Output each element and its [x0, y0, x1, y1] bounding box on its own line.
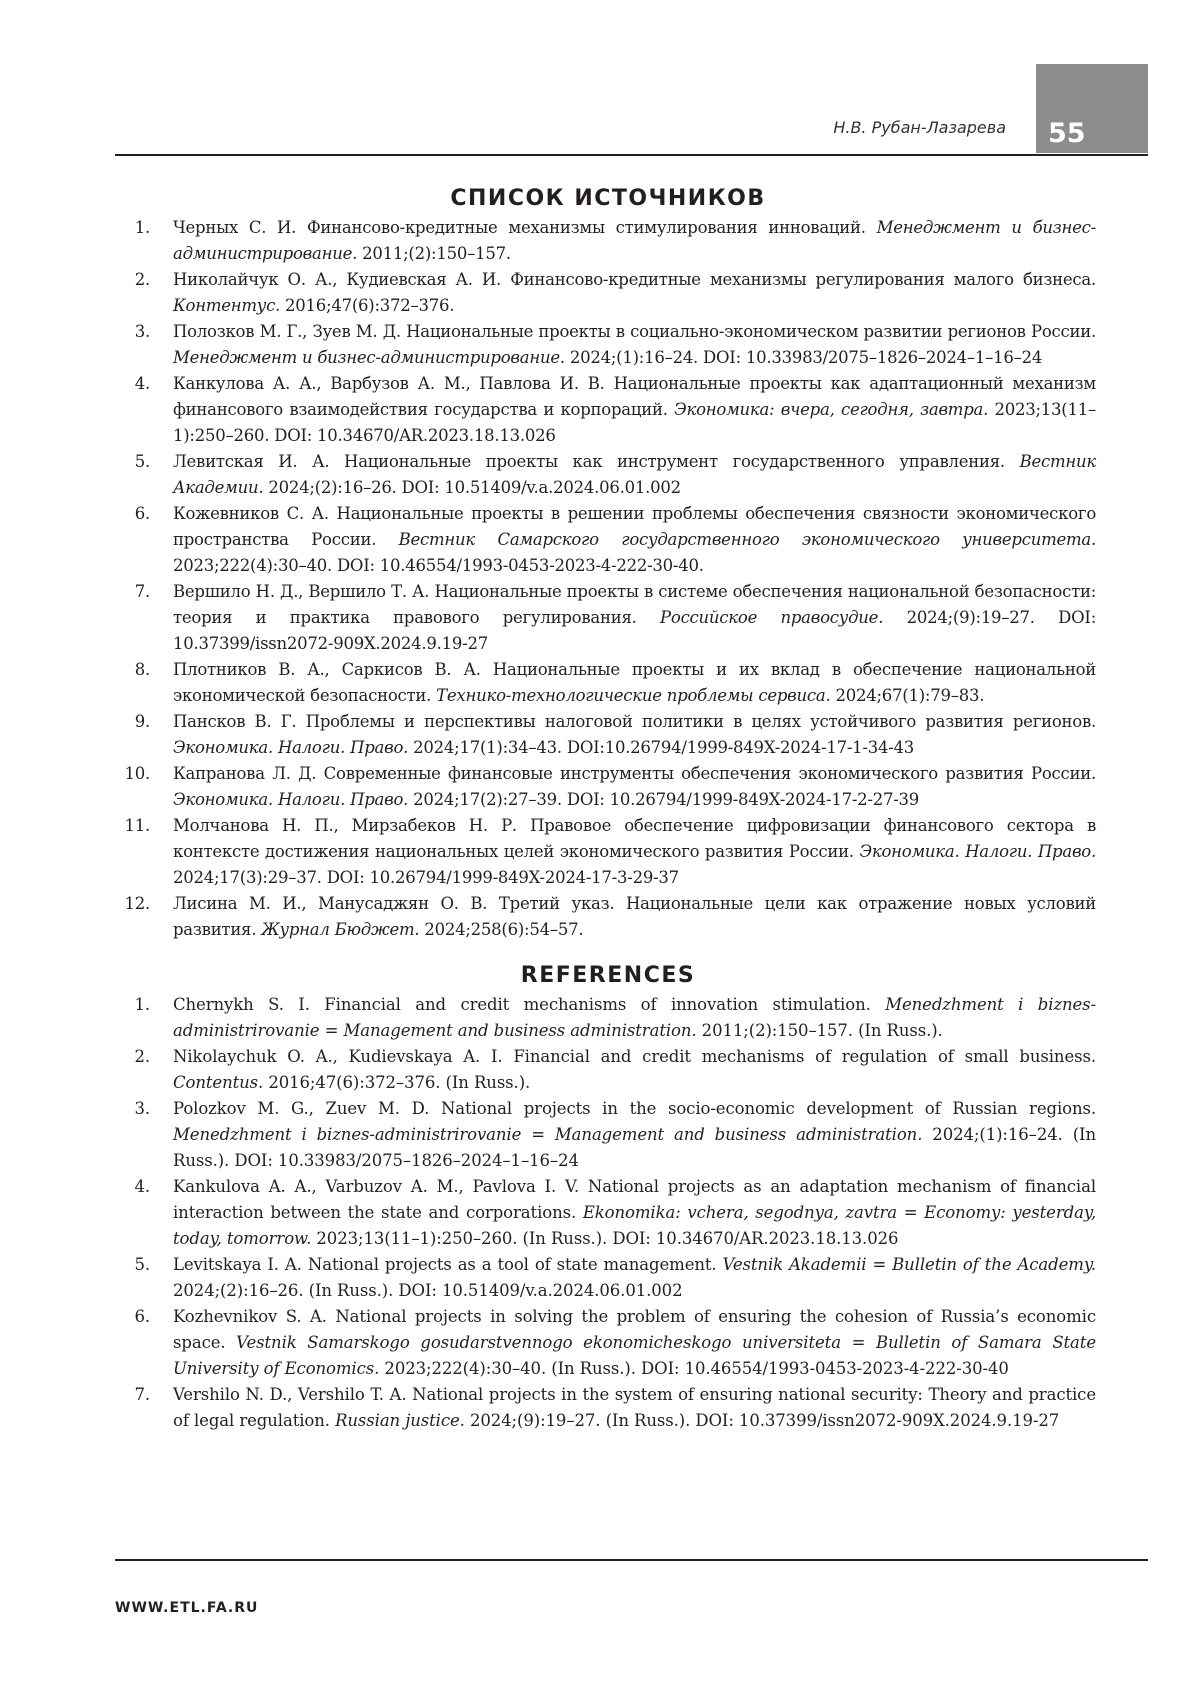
sources-title: СПИСОК ИСТОЧНИКОВ [450, 186, 766, 211]
reference-text: Канкулова А. А., Варбузов А. М., Павлова И. В. Национальные проекты как адаптационный механизм финансового взаимодействия государства и корпораций. [173, 374, 1096, 419]
reference-tail: 2023;13(11–1):250–260. (In Russ.). DOI: 10.34670/AR.2023.18.13.026 [311, 1229, 899, 1248]
reference-text: Polozkov M. G., Zuev M. D. National projects in the socio-economic development of Russian regions. [173, 1099, 1096, 1118]
reference-journal: Менеджмент и бизнес-администрирование. [173, 218, 1096, 263]
reference-item [120, 267, 1096, 319]
reference-item [120, 761, 1096, 813]
reference-text: Kankulova A. A., Varbuzov A. M., Pavlova I. V. National projects as an adaptation mechanism of financial interaction between the state and corporations. [173, 1177, 1096, 1222]
reference-item [120, 1304, 1096, 1382]
reference-journal: Экономика: вчера, сегодня, завтра. [674, 400, 989, 419]
reference-number: 3. [134, 322, 150, 341]
reference-number: 7. [134, 582, 150, 601]
reference-text: Пансков В. Г. Проблемы и перспективы налоговой политики в целях устойчивого развития регионов. [173, 712, 1096, 731]
reference-text: Молчанова Н. П., Мирзабеков Н. Р. Правовое обеспечение цифровизации финансового сектора в контексте достижения национальных целей экономического развития России. [173, 816, 1096, 861]
reference-item [120, 1252, 1096, 1304]
reference-number: 1. [134, 218, 150, 237]
reference-tail: 2024;(1):16–24. (In Russ.). DOI: 10.33983/2075–1826–2024–1–16–24 [173, 1125, 1096, 1170]
page-number: 55 [1048, 118, 1086, 149]
reference-tail: 2023;222(4):30–40. (In Russ.). DOI: 10.46554/1993-0453-2023-4-222-30-40 [379, 1359, 1009, 1378]
reference-tail: 2024;(2):16–26. (In Russ.). DOI: 10.51409/v.a.2024.06.01.002 [173, 1281, 683, 1300]
reference-item [120, 1382, 1096, 1434]
references-title: REFERENCES [520, 963, 696, 988]
reference-journal: Vestnik Akademii = Bulletin of the Academy. [722, 1255, 1096, 1274]
reference-journal: Menedzhment i biznes-administrirovanie = Management and business administration. [173, 1125, 923, 1144]
reference-number: 6. [134, 504, 150, 523]
reference-tail: 2024;17(1):34–43. DOI:10.26794/1999-849X-2024-17-1-34-43 [408, 738, 915, 757]
reference-tail: 2024;17(3):29–37. DOI: 10.26794/1999-849X-2024-17-3-29-37 [173, 868, 679, 887]
reference-tail: 2011;(2):150–157. [357, 244, 511, 263]
reference-number: 10. [124, 764, 150, 783]
reference-text: Левитская И. А. Национальные проекты как инструмент государственного управления. [173, 452, 1020, 471]
reference-journal: Russian justice. [335, 1411, 465, 1430]
reference-journal: Менеджмент и бизнес-администрирование. [173, 348, 565, 367]
reference-item [120, 657, 1096, 709]
reference-text: Капранова Л. Д. Современные финансовые инструменты обеспечения экономического развития России. [173, 764, 1096, 783]
reference-item [120, 813, 1096, 891]
reference-tail: 2023;222(4):30–40. DOI: 10.46554/1993-0453-2023-4-222-30-40. [173, 556, 704, 575]
reference-text: Nikolaychuk O. A., Kudievskaya A. I. Financial and credit mechanisms of regulation of small business. [173, 1047, 1096, 1066]
reference-tail: 2024;(2):16–26. DOI: 10.51409/v.a.2024.06.01.002 [263, 478, 681, 497]
reference-text: Лисина М. И., Манусаджян О. В. Третий указ. Национальные цели как отражение новых условий развития. [173, 894, 1096, 939]
reference-item [120, 1174, 1096, 1252]
reference-tail: 2023;13(11–1):250–260. DOI: 10.34670/AR.2023.18.13.026 [173, 400, 1096, 445]
reference-item [120, 709, 1096, 761]
reference-item [120, 891, 1096, 943]
reference-number: 12. [124, 894, 150, 913]
reference-number: 4. [134, 374, 150, 393]
reference-item [120, 992, 1096, 1044]
reference-text: Плотников В. А., Саркисов В. А. Национальные проекты и их вклад в обеспечение национальной экономической безопасности. [173, 660, 1096, 705]
reference-text: Кожевников С. А. Национальные проекты в решении проблемы обеспечения связности экономического пространства России. [173, 504, 1096, 549]
reference-tail: 2024;(9):19–27. (In Russ.). DOI: 10.37399/issn2072-909X.2024.9.19-27 [464, 1411, 1060, 1430]
reference-number: 7. [134, 1385, 150, 1404]
reference-journal: Журнал Бюджет. [261, 920, 420, 939]
reference-tail: 2024;67(1):79–83. [830, 686, 985, 705]
reference-journal: Вестник Самарского государственного экономического университета. [398, 530, 1096, 549]
reference-text: Vershilo N. D., Vershilo T. A. National projects in the system of ensuring national security: Theory and practice of legal regulation. [173, 1385, 1096, 1430]
sources-list [120, 215, 1096, 943]
reference-text: Вершило Н. Д., Вершило Т. А. Национальные проекты в системе обеспечения национальной безопасности: теория и практика правового регулирования. [173, 582, 1096, 627]
page-number-box [1036, 64, 1148, 153]
reference-journal: Экономика. Налоги. Право. [173, 738, 409, 757]
reference-item [120, 1096, 1096, 1174]
reference-number: 2. [134, 1047, 150, 1066]
reference-tail: 2016;47(6):372–376. [280, 296, 455, 315]
reference-tail: 2024;17(2):27–39. DOI: 10.26794/1999-849X-2024-17-2-27-39 [408, 790, 920, 809]
reference-journal: Вестник Академии. [173, 452, 1096, 497]
reference-text: Николайчук О. А., Кудиевская А. И. Финансово-кредитные механизмы регулирования малого бизнеса. [173, 270, 1096, 289]
page-content [120, 186, 1096, 1434]
reference-number: 9. [134, 712, 150, 731]
reference-number: 6. [134, 1307, 150, 1326]
reference-text: Полозков М. Г., Зуев М. Д. Национальные проекты в социально-экономическом развитии регионов России. [173, 322, 1096, 341]
reference-item [120, 501, 1096, 579]
reference-journal: Vestnik Samarskogo gosudarstvennogo ekonomicheskogo universiteta = Bulletin of Samara State University of Economics. [173, 1333, 1096, 1378]
reference-journal: Контентус. [173, 296, 281, 315]
reference-journal: Ekonomika: vchera, segodnya, zavtra = Economy: yesterday, today, tomorrow. [173, 1203, 1096, 1248]
reference-item [120, 579, 1096, 657]
running-header-author: Н.В. Рубан-Лазарева [833, 118, 1006, 137]
reference-journal: Технико-технологические проблемы сервиса. [436, 686, 831, 705]
reference-number: 4. [134, 1177, 150, 1196]
reference-item [120, 371, 1096, 449]
reference-tail: 2024;258(6):54–57. [419, 920, 584, 939]
reference-number: 1. [134, 995, 150, 1014]
reference-text: Levitskaya I. A. National projects as a tool of state management. [173, 1255, 723, 1274]
reference-journal: Экономика. Налоги. Право. [859, 842, 1096, 861]
reference-tail: 2024;(9):19–27. DOI: 10.37399/issn2072-909X.2024.9.19-27 [173, 608, 1097, 653]
reference-journal: Menedzhment i biznes-administrirovanie = Management and business administration. [173, 995, 1096, 1040]
footer-url: WWW.ETL.FA.RU [115, 1600, 259, 1616]
reference-tail: 2011;(2):150–157. (In Russ.). [696, 1021, 943, 1040]
reference-tail: 2016;47(6):372–376. (In Russ.). [263, 1073, 531, 1092]
reference-journal: Contentus. [173, 1073, 264, 1092]
reference-journal: Российское правосудие. [660, 608, 884, 627]
reference-text: Kozhevnikov S. A. National projects in solving the problem of ensuring the cohesion of Russia’s economic space. [173, 1307, 1096, 1352]
reference-text: Chernykh S. I. Financial and credit mechanisms of innovation stimulation. [173, 995, 886, 1014]
reference-item [120, 215, 1096, 267]
reference-item [120, 1044, 1096, 1096]
reference-item [120, 449, 1096, 501]
reference-number: 5. [134, 452, 150, 471]
reference-number: 8. [134, 660, 150, 679]
header-divider [115, 154, 1148, 156]
reference-number: 2. [134, 270, 150, 289]
references-list [120, 992, 1096, 1434]
reference-number: 11. [124, 816, 150, 835]
footer-divider [115, 1559, 1148, 1561]
reference-item [120, 319, 1096, 371]
reference-text: Черных С. И. Финансово-кредитные механизмы стимулирования инноваций. [173, 218, 877, 237]
reference-tail: 2024;(1):16–24. DOI: 10.33983/2075–1826–2024–1–16–24 [564, 348, 1043, 367]
reference-number: 5. [134, 1255, 150, 1274]
reference-journal: Экономика. Налоги. Право. [173, 790, 409, 809]
reference-number: 3. [134, 1099, 150, 1118]
